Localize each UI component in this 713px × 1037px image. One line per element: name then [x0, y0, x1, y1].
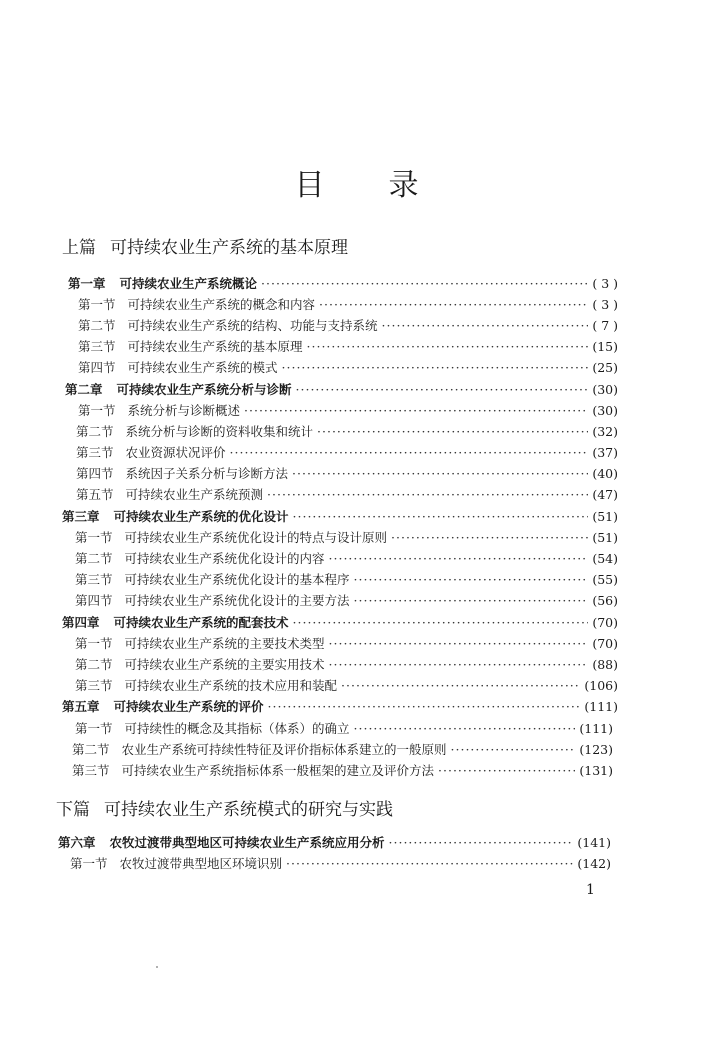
toc-entry-label: 第三章 — [62, 509, 100, 524]
toc-section-row — [75, 676, 618, 696]
toc-section-row — [75, 591, 618, 611]
toc-entry-label: 第三节 — [75, 572, 113, 587]
toc-entry-page: (54) — [592, 551, 618, 566]
toc-entry-page: (70) — [592, 615, 618, 630]
toc-entry-page: (25) — [592, 360, 618, 375]
toc-entry-title: 可持续农业生产系统的概念和内容 — [127, 297, 316, 312]
part-label: 上篇 — [62, 238, 96, 258]
toc-leader-dots — [230, 445, 589, 460]
toc-entry-title: 系统因子关系分析与诊断方法 — [125, 466, 289, 481]
toc-leader-dots — [293, 509, 589, 524]
toc-entry-title: 可持续农业生产系统预测 — [125, 487, 264, 502]
toc-entry-page: (15) — [592, 339, 618, 354]
toc-entry-title: 可持续农业生产系统的配套技术 — [113, 615, 289, 630]
toc-entry-label: 第一节 — [78, 403, 116, 418]
toc-section-row — [70, 854, 611, 874]
toc-title-first-char: 目 — [294, 168, 325, 203]
toc-entry-page: ( 3 ) — [592, 276, 618, 291]
toc-leader-dots — [261, 276, 588, 291]
toc-section-row — [78, 358, 618, 378]
toc-entry-title: 农牧过渡带典型地区可持续农业生产系统应用分析 — [109, 835, 385, 850]
toc-leader-dots — [354, 721, 576, 736]
toc-entry-page: (111) — [584, 699, 618, 714]
toc-section-row — [78, 316, 618, 336]
toc-entry-page: (70) — [592, 636, 618, 651]
toc-leader-dots — [317, 424, 588, 439]
toc-leader-dots — [391, 530, 588, 545]
toc-entry-title: 可持续农业生产系统分析与诊断 — [116, 382, 292, 397]
toc-chapter-row — [65, 380, 618, 400]
toc-leader-dots — [354, 572, 589, 587]
toc-chapter-row — [62, 613, 618, 633]
toc-leader-dots — [307, 339, 589, 354]
toc-entry-label: 第三节 — [76, 445, 114, 460]
toc-entry-label: 第一节 — [75, 636, 113, 651]
toc-entry-title: 可持续农业生产系统的基本原理 — [127, 339, 303, 354]
toc-entry-label: 第一章 — [68, 276, 106, 291]
toc-section-row — [78, 295, 618, 315]
part-heading-upper — [62, 233, 348, 258]
toc-entry-label: 第四节 — [78, 360, 116, 375]
toc-entry-label: 第一节 — [70, 856, 108, 871]
toc-entry-label: 第四节 — [75, 593, 113, 608]
toc-leader-dots — [341, 678, 580, 693]
toc-entry-title: 系统分析与诊断概述 — [127, 403, 241, 418]
toc-entry-title: 农业生产系统可持续性特征及评价指标体系建立的一般原则 — [121, 742, 447, 757]
toc-entry-page: ( 3 ) — [592, 297, 618, 312]
toc-entry-page: (40) — [592, 466, 618, 481]
toc-leader-dots — [451, 742, 576, 757]
toc-leader-dots — [389, 835, 574, 850]
toc-section-row — [76, 485, 618, 505]
toc-entry-title: 可持续农业生产系统优化设计的特点与设计原则 — [124, 530, 388, 545]
page-number: 1 — [586, 882, 595, 898]
toc-entry-page: (111) — [579, 721, 613, 736]
toc-entry-page: (51) — [592, 530, 618, 545]
toc-entry-title: 可持续农业生产系统的主要技术类型 — [124, 636, 325, 651]
toc-entry-page: (131) — [579, 763, 613, 778]
toc-entry-page: (141) — [577, 835, 611, 850]
scan-speck — [156, 966, 158, 968]
toc-leader-dots — [438, 763, 575, 778]
toc-entry-title: 可持续农业生产系统的技术应用和装配 — [124, 678, 338, 693]
toc-entry-label: 第三节 — [72, 763, 110, 778]
toc-section-row — [78, 337, 618, 357]
toc-entry-title: 可持续农业生产系统指标体系一般框架的建立及评价方法 — [121, 763, 435, 778]
toc-entry-page: (47) — [592, 487, 618, 502]
toc-leader-dots — [292, 466, 588, 481]
part-heading-lower — [56, 795, 393, 820]
toc-entry-label: 第四章 — [62, 615, 100, 630]
toc-entry-title: 可持续农业生产系统的主要实用技术 — [124, 657, 325, 672]
toc-entry-label: 第六章 — [58, 835, 96, 850]
toc-section-row — [76, 422, 618, 442]
toc-entry-page: ( 7 ) — [592, 318, 618, 333]
toc-entry-label: 第五章 — [62, 699, 100, 714]
toc-leader-dots — [354, 593, 589, 608]
toc-entry-label: 第二节 — [78, 318, 116, 333]
toc-leader-dots — [244, 403, 588, 418]
toc-entry-label: 第五节 — [76, 487, 114, 502]
toc-leader-dots — [319, 297, 588, 312]
toc-leader-dots — [267, 487, 588, 502]
toc-section-row — [75, 655, 618, 675]
toc-leader-dots — [293, 615, 589, 630]
toc-section-row — [76, 443, 618, 463]
toc-entry-title: 可持续农业生产系统的优化设计 — [113, 509, 289, 524]
toc-section-row — [75, 719, 613, 739]
toc-entry-page: (51) — [592, 509, 618, 524]
toc-section-row — [75, 549, 618, 569]
toc-entry-page: (32) — [592, 424, 618, 439]
toc-chapter-row — [62, 507, 618, 527]
toc-section-row — [72, 761, 613, 781]
toc-section-row — [75, 570, 618, 590]
toc-chapter-row — [58, 833, 611, 853]
toc-entry-page: (30) — [592, 403, 618, 418]
toc-chapter-row — [62, 697, 618, 717]
toc-leader-dots — [329, 551, 589, 566]
toc-entry-page: (88) — [592, 657, 618, 672]
toc-entry-label: 第三节 — [75, 678, 113, 693]
toc-entry-label: 第二节 — [72, 742, 110, 757]
toc-entry-title: 可持续农业生产系统优化设计的内容 — [124, 551, 325, 566]
toc-leader-dots — [296, 382, 589, 397]
toc-entry-label: 第四节 — [76, 466, 114, 481]
toc-entry-page: (106) — [584, 678, 618, 693]
toc-entry-page: (142) — [577, 856, 611, 871]
toc-entry-title: 可持续农业生产系统的评价 — [113, 699, 264, 714]
toc-leader-dots — [329, 636, 589, 651]
toc-chapter-row — [68, 274, 618, 294]
toc-title — [0, 160, 713, 204]
toc-entry-title: 可持续农业生产系统的模式 — [127, 360, 278, 375]
toc-entry-title: 可持续性的概念及其指标（体系）的确立 — [124, 721, 350, 736]
toc-section-row — [76, 464, 618, 484]
toc-section-row — [75, 528, 618, 548]
toc-entry-title: 系统分析与诊断的资料收集和统计 — [125, 424, 314, 439]
toc-entry-label: 第一节 — [78, 297, 116, 312]
part-title: 可持续农业生产系统模式的研究与实践 — [104, 800, 393, 820]
toc-entry-title: 可持续农业生产系统优化设计的主要方法 — [124, 593, 350, 608]
toc-section-row — [75, 634, 618, 654]
toc-leader-dots — [282, 360, 589, 375]
toc-leader-dots — [286, 856, 573, 871]
toc-entry-label: 第三节 — [78, 339, 116, 354]
toc-entry-title: 农牧过渡带典型地区环境识别 — [119, 856, 283, 871]
toc-entry-label: 第二节 — [75, 657, 113, 672]
toc-entry-page: (30) — [592, 382, 618, 397]
toc-entry-page: (56) — [592, 593, 618, 608]
toc-entry-label: 第二节 — [75, 551, 113, 566]
toc-leader-dots — [329, 657, 589, 672]
toc-section-row — [78, 401, 618, 421]
toc-leader-dots — [382, 318, 589, 333]
toc-entry-label: 第一节 — [75, 530, 113, 545]
toc-entry-title: 可持续农业生产系统的结构、功能与支持系统 — [127, 318, 378, 333]
part-label: 下篇 — [56, 800, 90, 820]
toc-entry-label: 第二节 — [76, 424, 114, 439]
toc-entry-title: 农业资源状况评价 — [125, 445, 226, 460]
toc-section-row — [72, 740, 613, 760]
toc-leader-dots — [268, 699, 581, 714]
toc-entry-title: 可持续农业生产系统概论 — [119, 276, 258, 291]
toc-title-second-char: 录 — [388, 168, 419, 203]
toc-entry-page: (37) — [592, 445, 618, 460]
toc-entry-label: 第二章 — [65, 382, 103, 397]
toc-entry-page: (123) — [579, 742, 613, 757]
toc-entry-title: 可持续农业生产系统优化设计的基本程序 — [124, 572, 350, 587]
toc-entry-label: 第一节 — [75, 721, 113, 736]
toc-entry-page: (55) — [592, 572, 618, 587]
part-title: 可持续农业生产系统的基本原理 — [110, 238, 348, 258]
